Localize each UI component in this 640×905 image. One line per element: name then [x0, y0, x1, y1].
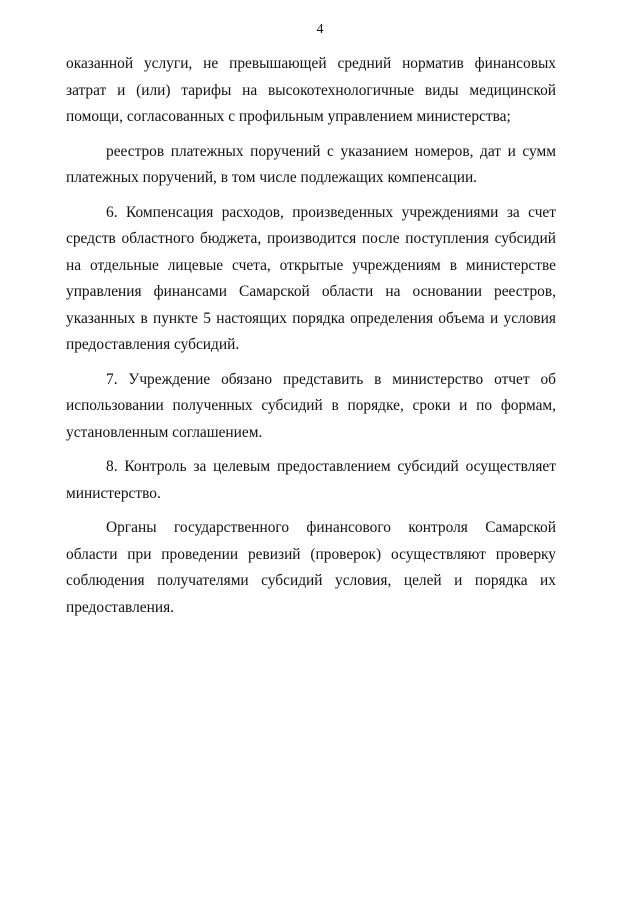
paragraph-service-cost: оказанной услуги, не превышающей средний норматив финансовых затрат и (или) тарифы на высокотехнологичные виды медицинской помощи, согласованных с профильным управлением министерства; — [66, 55, 556, 125]
paragraph-item-6-compensation: 6. Компенсация расходов, произведенных учреждениями за счет средств областного бюджета, производится после поступления субсидий на отдельные лицевые счета, открытые учреждениям в министерстве управления финансами Самарской области на основании реестров, указанных в пункте 5 настоящих порядка определения объема и условия предоставления субсидий. — [66, 203, 556, 353]
paragraph-payment-registers: реестров платежных поручений с указанием номеров, дат и сумм платежных поручений, в том числе подлежащих компенсации. — [66, 142, 556, 186]
page-number: 4 — [316, 22, 324, 37]
paragraph-item-7-report: 7. Учреждение обязано представить в министерство отчет об использовании полученных субсидий в порядке, сроки и по формам, установленным соглашением. — [66, 370, 556, 441]
paragraph-item-8-control: 8. Контроль за целевым предоставлением субсидий осуществляет министерство. — [66, 458, 556, 502]
document-body — [66, 51, 556, 621]
paragraph-financial-control-bodies: Органы государственного финансового контроля Самарской области при проведении ревизий (проверок) осуществляют проверку соблюдения получателями субсидий условия, целей и порядка их предоставления. — [66, 519, 556, 616]
